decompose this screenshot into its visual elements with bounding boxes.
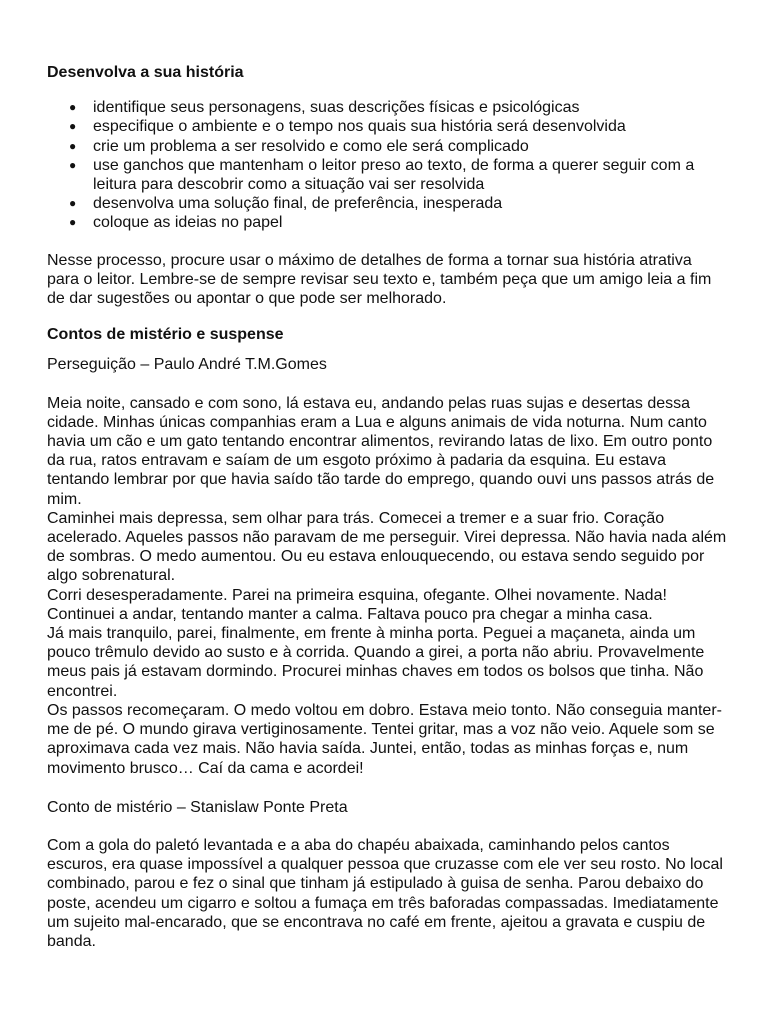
bullet-icon: ● [69,138,77,153]
story-paragraph: Corri desesperadamente. Parei na primeira esquina, ofegante. Olhei novamente. Nada! Continuei a andar, tentando manter a calma. Faltava pouco pra chegar a minha casa. [47,586,667,623]
story-paragraph: Caminhei mais depressa, sem olhar para trás. Comecei a tremer e a suar frio. Coração acelerado. Aqueles passos não paravam de me perseguir. Virei depressa. Não havia nada além de sombras. O medo aumentou. Ou eu estava enlouquecendo, ou estava sendo seguido por algo sobrenatural. [47,509,727,585]
list-item-text: identifique seus personagens, suas descrições físicas e psicológicas [93,99,580,117]
tips-list [47,98,727,232]
list-item-text: use ganchos que mantenham o leitor preso ao texto, de forma a querer seguir com a leitura para descobrir como a situação vai ser resolvida [93,156,695,194]
list-item-text: coloque as ideias no papel [93,214,283,232]
bullet-icon: ● [69,215,77,230]
list-item [47,194,727,213]
bullet-icon: ● [69,196,77,211]
list-item-text: crie um problema a ser resolvido e como ele será complicado [93,137,529,155]
list-item-text: desenvolva uma solução final, de preferência, inesperada [93,195,503,213]
story-title-perseguicao: Perseguição – Paulo André T.M.Gomes [47,356,327,374]
bullet-icon: ● [69,119,77,134]
list-item-text: especifique o ambiente e o tempo nos quais sua história será desenvolvida [93,118,626,136]
list-item [47,117,727,136]
story-paragraph: Já mais tranquilo, parei, finalmente, em frente à minha porta. Peguei a maçaneta, ainda um pouco trêmulo devido ao susto e à corrida. Quando a girei, a porta não abriu. Provavelmente meus pais já estavam dormindo. Procurei minhas chaves em todos os bolsos que tinha. Não encontrei. [47,625,705,700]
story-body-conto-de-misterio [47,836,727,951]
list-item [47,156,727,194]
bullet-icon: ● [69,100,77,115]
story-paragraph: Com a gola do paletó levantada e a aba do chapéu abaixada, caminhando pelos cantos escuros, era quase impossível a qualquer pessoa que cruzasse com ele ver seu rosto. No local combinado, parou e fez o sinal que tinham já estipulado à guisa de senha. Parou debaixo do poste, acendeu um cigarro e soltou a fumaça em três baforadas compassadas. Imediatamente um sujeito mal-encarado, que se encontrava no café em frente, ajeitou a gravata e cuspiu de banda. [47,836,723,950]
document-page [47,63,727,951]
story-paragraph: Meia noite, cansado e com sono, lá estava eu, andando pelas ruas sujas e desertas dessa cidade. Minhas únicas companhias eram a Lua e alguns animais de vida noturna. Num canto havia um cão e um gato tentando encontrar alimentos, revirando latas de lixo. Em outro ponto da rua, ratos entravam e saíam de um esgoto próximo à padaria da esquina. Eu estava tentando lembrar por que havia saído tão tarde do emprego, quando ouvi uns passos atrás de mim. [47,394,715,508]
list-item [47,213,727,232]
section-heading-develop-story: Desenvolva a sua história [47,64,244,81]
bullet-icon: ● [69,157,77,172]
story-paragraph: Os passos recomeçaram. O medo voltou em dobro. Estava meio tonto. Não conseguia manter-me de pé. O mundo girava vertiginosamente. Tentei gritar, mas a voz não veio. Aquele som se aproximava cada vez mais. Não havia saída. Juntei, então, todas as minhas forças e, num movimento brusco… Caí da cama e acordei! [47,701,722,777]
process-paragraph: Nesse processo, procure usar o máximo de detalhes de forma a tornar sua história atrativa para o leitor. Lembre-se de sempre revisar seu texto e, também peça que um amigo leia a fim de dar sugestões ou apontar o que pode ser melhorado. [47,251,712,308]
story-title-conto-de-misterio: Conto de mistério – Stanislaw Ponte Preta [47,798,348,816]
list-item [47,98,727,117]
story-body-perseguicao [47,394,727,778]
section-heading-mystery-tales: Contos de mistério e suspense [47,326,284,344]
list-item [47,137,727,156]
